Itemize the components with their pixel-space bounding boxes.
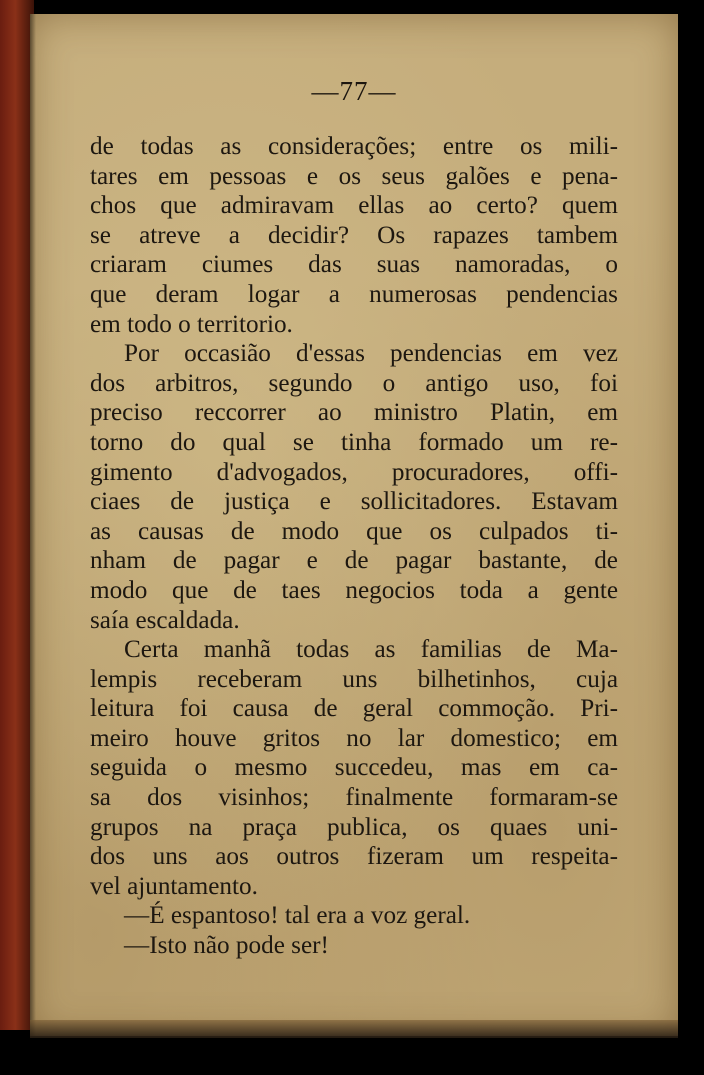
text-line: vel ajuntamento. [90, 872, 258, 900]
text-line: ciaes de justiça e sollicitadores. Estavam [90, 488, 618, 516]
text-line: em todo o territorio. [90, 310, 293, 338]
paragraph-start: Certa manhã todas as familias de Ma- [124, 636, 618, 664]
dialogue-line: —É espantoso! tal era a voz geral. [124, 902, 471, 930]
text-line: tares em pessoas e os seus galões e pena- [90, 162, 618, 190]
text-line: torno do qual se tinha formado um re- [90, 428, 618, 456]
text-line: preciso reccorrer ao ministro Platin, em [90, 399, 618, 427]
text-line: saía escaldada. [90, 606, 240, 634]
book-spine [0, 0, 34, 1030]
page-bottom-edge [30, 1020, 678, 1038]
text-line: de todas as considerações; entre os mili- [90, 133, 618, 160]
text-line: grupos na praça publica, os quaes uni- [90, 813, 618, 841]
text-line: criaram ciumes das suas namoradas, o [90, 251, 618, 279]
text-line: modo que de taes negocios toda a gente [90, 576, 618, 604]
text-line: dos arbitros, segundo o antigo uso, foi [90, 369, 618, 397]
text-line: que deram logar a numerosas pendencias [90, 280, 618, 308]
page-edge-shadow [30, 14, 36, 1036]
text-line: meiro houve gritos no lar domestico; em [90, 724, 618, 752]
book-page [30, 14, 678, 1036]
page-number: —77— [311, 76, 397, 106]
text-line: se atreve a decidir? Os rapazes tambem [90, 221, 618, 249]
text-line: gimento d'advogados, procuradores, offi- [90, 458, 618, 486]
text-line: sa dos visinhos; finalmente formaram-se [90, 784, 618, 812]
text-line: lempis receberam uns bilhetinhos, cuja [90, 665, 618, 693]
paragraph-start: Por occasião d'essas pendencias em vez [124, 340, 618, 368]
text-line: seguida o mesmo succedeu, mas em ca- [90, 754, 618, 782]
dialogue-line: —Isto não pode ser! [124, 932, 329, 960]
text-line: dos uns aos outros fizeram um respeita- [90, 843, 618, 871]
text-line: leitura foi causa de geral commoção. Pri- [90, 695, 618, 723]
text-line: chos que admiravam ellas ao certo? quem [90, 192, 618, 220]
text-line: as causas de modo que os culpados ti- [90, 517, 618, 545]
text-line: nham de pagar e de pagar bastante, de [90, 547, 618, 575]
body-text [90, 132, 618, 961]
